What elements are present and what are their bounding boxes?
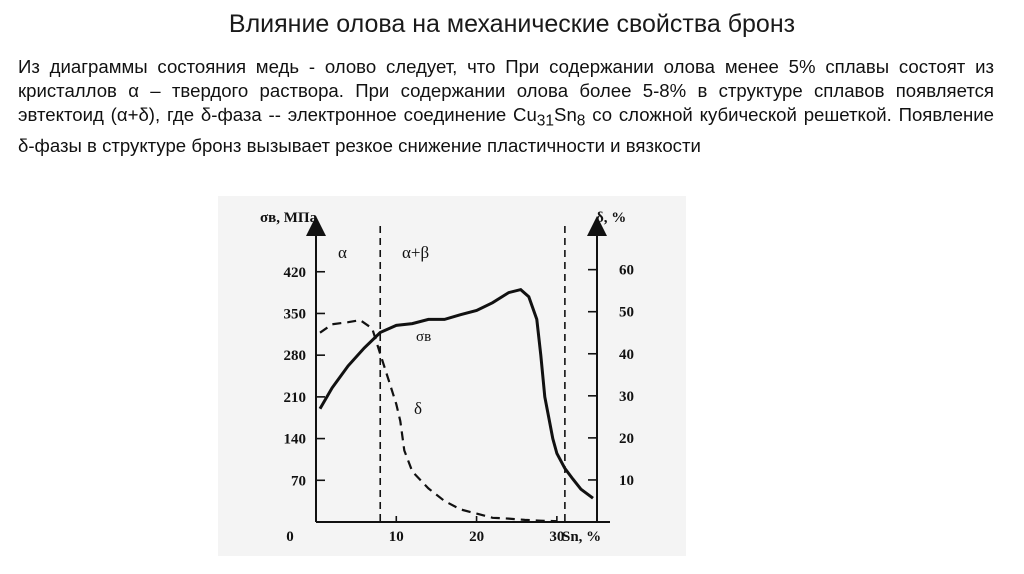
x-tick-label: 0 (286, 529, 294, 545)
y-right-tick-label: 10 (619, 472, 634, 489)
y-right-axis-label: δ, % (596, 210, 627, 226)
y-left-tick-label: 350 (283, 306, 306, 323)
elongation-curve (320, 320, 557, 521)
tin-bronze-properties-figure (218, 196, 686, 556)
formula-cu-subscript: 31 (536, 112, 555, 130)
formula-cu: Cu (513, 104, 537, 125)
region-label-alpha: α (338, 243, 347, 262)
y-right-tick-label: 30 (619, 388, 634, 405)
x-axis-label: Sn, % (562, 529, 602, 545)
y-right-tick-label: 40 (619, 346, 634, 363)
y-right-tick-label: 20 (619, 430, 634, 447)
body-paragraph (18, 55, 994, 158)
series-label-sigma: σв (416, 329, 432, 345)
formula-sn: Sn (554, 104, 577, 125)
formula-sn-subscript: 8 (576, 112, 586, 130)
slide-body-text (18, 55, 994, 158)
region-label-alpha-beta: α+β (402, 243, 430, 262)
x-tick-label: 20 (469, 529, 485, 545)
y-left-axis-label: σв, МПа (260, 210, 318, 226)
y-left-tick-label: 70 (291, 473, 306, 490)
properties-chart (218, 196, 686, 556)
x-tick-label: 10 (388, 529, 404, 545)
tensile-strength-curve (320, 290, 593, 499)
y-left-tick-label: 420 (283, 264, 306, 281)
formula-cu31sn8 (513, 104, 586, 130)
x-tick-label: 30 (549, 529, 565, 545)
y-right-tick-label: 60 (619, 262, 634, 279)
y-right-tick-label: 50 (619, 304, 634, 321)
left-axis-ticks (284, 265, 326, 490)
y-left-tick-label: 140 (283, 431, 306, 448)
text-after-formula: со сложной кубической решеткой. Появление δ-фазы в структуре бронз вызывает резкое снижение пластичности и вязкости (18, 104, 994, 156)
right-axis-ticks (588, 263, 634, 489)
y-left-tick-label: 280 (283, 348, 306, 365)
series-label-delta: δ (414, 399, 423, 418)
text-before-formula: Из диаграммы состояния медь - олово следует, что При содержании олова менее 5% сплавы состоят из кристаллов α – твердого раствора. При содержании олова более 5-8% в структуре сплавов появляется эвтектоид (α+δ), где δ-фаза -- электронное соединение (18, 56, 994, 125)
slide-title: Влияние олова на механические свойства бронз (228, 10, 796, 38)
y-left-tick-label: 210 (283, 389, 306, 406)
